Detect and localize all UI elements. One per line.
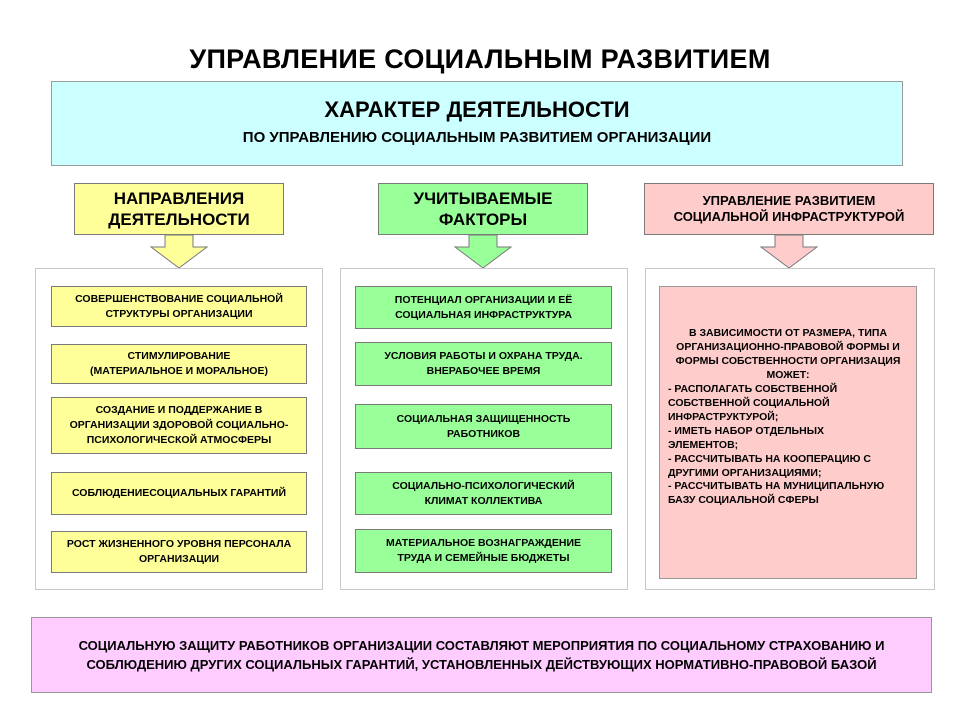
item-text: УСЛОВИЯ РАБОТЫ И ОХРАНА ТРУДА. — [384, 350, 583, 363]
arrow-down-icon — [454, 235, 512, 269]
item-text: СОЦИАЛЬНАЯ ЗАЩИЩЕННОСТЬ — [396, 412, 571, 425]
footer-line-2: СОБЛЮДЕНИЮ ДРУГИХ СОЦИАЛЬНЫХ ГАРАНТИЙ, УСТАНОВЛЕННЫХ ДЕЙСТВУЮЩИХ НОРМАТИВНО-ПРАВОВОЙ БАЗОЙ — [86, 657, 877, 672]
factor-item — [355, 529, 612, 573]
heading-infrastructure — [644, 183, 934, 235]
item-text: СОЗДАНИЕ И ПОДДЕРЖАНИЕ В — [95, 404, 263, 417]
header-line-1: ХАРАКТЕР ДЕЯТЕЛЬНОСТИ — [324, 97, 630, 122]
intro-line: ОРГАНИЗАЦИОННО-ПРАВОВОЙ ФОРМЫ И — [676, 340, 900, 353]
item-text: ОРГАНИЗАЦИИ ЗДОРОВОЙ СОЦИАЛЬНО- — [69, 419, 289, 432]
item-text: ОРГАНИЗАЦИИ — [138, 553, 220, 565]
item-text: РОСТ ЖИЗНЕННОГО УРОВНЯ ПЕРСОНАЛА — [66, 538, 292, 551]
direction-item — [51, 531, 307, 573]
infrastructure-line: ЭЛЕМЕНТОВ; — [668, 438, 739, 451]
header-box — [51, 81, 903, 166]
item-text: КЛИМАТ КОЛЛЕКТИВА — [424, 494, 543, 507]
direction-item — [51, 472, 307, 515]
item-text: СОЦИАЛЬНАЯ ИНФРАСТРУКТУРА — [395, 308, 572, 321]
heading-directions — [74, 183, 284, 235]
item-text: СОВЕРШЕНСТВОВАНИЕ СОЦИАЛЬНОЙ — [75, 292, 283, 305]
factor-item — [355, 342, 612, 386]
heading-factors — [378, 183, 588, 235]
infrastructure-intro — [668, 327, 908, 383]
direction-item — [51, 286, 307, 327]
item-text: ВНЕРАБОЧЕЕ ВРЕМЯ — [426, 365, 541, 377]
arrow-down-icon — [760, 235, 818, 269]
infrastructure-line: ДРУГИМИ ОРГАНИЗАЦИЯМИ; — [668, 466, 822, 479]
heading-directions-line-1: НАПРАВЛЕНИЯ — [113, 188, 245, 208]
footer-line-1: СОЦИАЛЬНУЮ ЗАЩИТУ РАБОТНИКОВ ОРГАНИЗАЦИИ СОСТАВЛЯЮТ МЕРОПРИЯТИЯ ПО СОЦИАЛЬНОМУ СТРАХОВАНИЮ И — [78, 637, 885, 653]
item-text: РАБОТНИКОВ — [446, 427, 521, 440]
factor-item — [355, 472, 612, 515]
heading-infrastructure-line-1: УПРАВЛЕНИЕ РАЗВИТИЕМ — [702, 192, 876, 208]
item-text: ПОТЕНЦИАЛ ОРГАНИЗАЦИИ И ЕЁ — [394, 293, 573, 306]
intro-line: МОЖЕТ: — [766, 368, 810, 381]
heading-infrastructure-line-2: СОЦИАЛЬНОЙ ИНФРАСТРУКТУРОЙ — [673, 209, 905, 224]
heading-directions-line-2: ДЕЯТЕЛЬНОСТИ — [108, 210, 250, 229]
infrastructure-line: - ИМЕТЬ НАБОР ОТДЕЛЬНЫХ — [668, 424, 824, 437]
item-text: МАТЕРИАЛЬНОЕ ВОЗНАГРАЖДЕНИЕ — [385, 537, 582, 550]
intro-line: ФОРМЫ СОБСТВЕННОСТИ ОРГАНИЗАЦИЯ — [675, 354, 901, 367]
factor-item — [355, 404, 612, 449]
direction-item — [51, 344, 307, 384]
arrow-down-icon — [150, 235, 208, 269]
footer-box — [31, 617, 932, 693]
item-text: ПСИХОЛОГИЧЕСКОЙ АТМОСФЕРЫ — [86, 433, 272, 446]
item-text: ТРУДА И СЕМЕЙНЫЕ БЮДЖЕТЫ — [397, 552, 570, 564]
infrastructure-line: СОБСТВЕННОЙ СОЦИАЛЬНОЙ — [668, 396, 830, 409]
direction-item — [51, 397, 307, 454]
header-line-2: ПО УПРАВЛЕНИЮ СОЦИАЛЬНЫМ РАЗВИТИЕМ ОРГАНИЗАЦИИ — [242, 129, 712, 146]
item-text: СОБЛЮДЕНИЕСОЦИАЛЬНЫХ ГАРАНТИЙ — [71, 487, 287, 500]
item-text: (МАТЕРИАЛЬНОЕ И МОРАЛЬНОЕ) — [90, 365, 268, 377]
infrastructure-line: - РАСПОЛАГАТЬ СОБСТВЕННОЙ — [668, 382, 838, 395]
infrastructure-box — [659, 286, 917, 579]
item-text: СОЦИАЛЬНО-ПСИХОЛОГИЧЕСКИЙ — [392, 479, 575, 492]
infrastructure-line: - РАССЧИТЫВАТЬ НА МУНИЦИПАЛЬНУЮ — [668, 480, 885, 493]
factor-item — [355, 286, 612, 329]
infrastructure-line: БАЗУ СОЦИАЛЬНОЙ СФЕРЫ — [668, 494, 819, 507]
infrastructure-line: - РАССЧИТЫВАТЬ НА КООПЕРАЦИЮ С — [668, 452, 871, 465]
intro-line: В ЗАВИСИМОСТИ ОТ РАЗМЕРА, ТИПА — [688, 327, 888, 339]
infrastructure-line: ИНФРАСТРУКТУРОЙ; — [668, 410, 779, 423]
item-text: СТИМУЛИРОВАНИЕ — [127, 350, 231, 363]
item-text: СТРУКТУРЫ ОРГАНИЗАЦИИ — [105, 307, 253, 320]
heading-factors-line-1: УЧИТЫВАЕМЫЕ — [413, 188, 553, 208]
page-title: УПРАВЛЕНИЕ СОЦИАЛЬНЫМ РАЗВИТИЕМ — [189, 44, 771, 74]
heading-factors-line-2: ФАКТОРЫ — [438, 210, 528, 229]
